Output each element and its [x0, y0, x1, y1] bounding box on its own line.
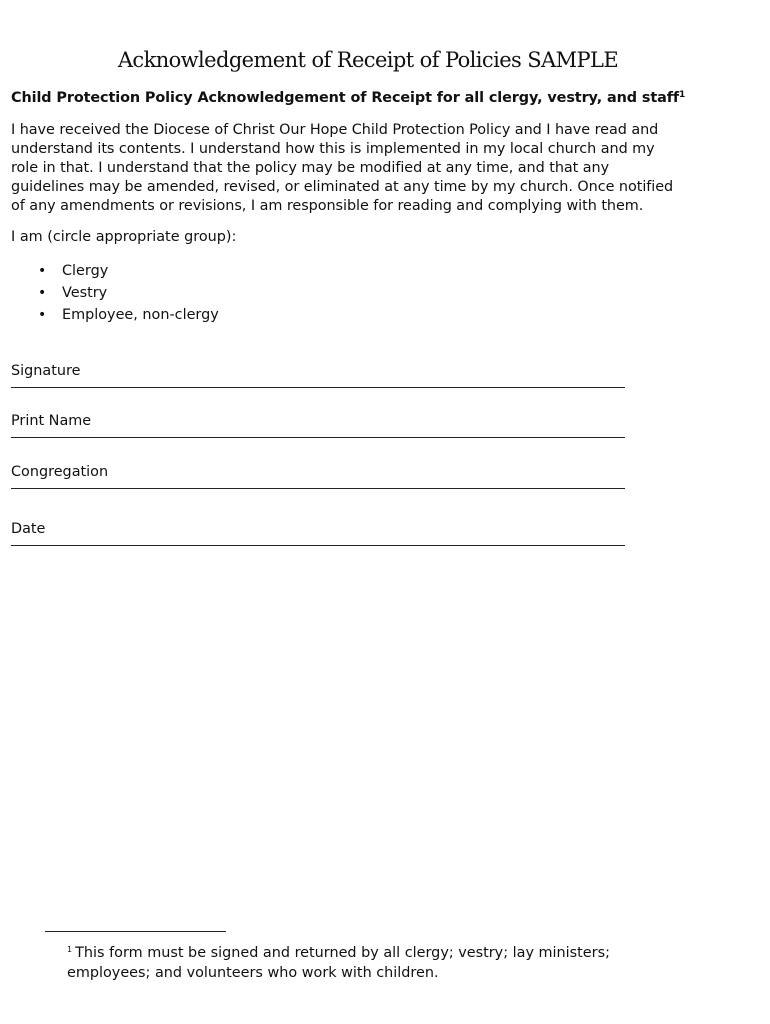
group-instruction: I am (circle appropriate group): — [11, 229, 237, 245]
footnote-reference[interactable]: 1 — [679, 90, 686, 100]
footnote — [67, 940, 707, 983]
paragraph-line: I have received the Diocese of Christ Our Hope Child Protection Policy and I have read and — [11, 122, 659, 138]
congregation-field — [11, 463, 631, 489]
footnote-line — [67, 940, 707, 963]
signature-field — [11, 362, 631, 388]
date-line[interactable] — [11, 545, 625, 546]
paragraph-line: understand its contents. I understand how this is implemented in my local church and my — [11, 141, 655, 157]
group-option-label: Employee, non-clergy — [62, 307, 219, 323]
group-list — [34, 260, 219, 326]
group-option-employee[interactable] — [34, 304, 219, 326]
bullet-icon: • — [38, 307, 47, 323]
print-name-label: Print Name — [11, 413, 92, 429]
signature-label: Signature — [11, 363, 81, 379]
bullet-icon: • — [38, 285, 47, 301]
section-heading — [11, 90, 685, 106]
group-option-clergy[interactable] — [34, 260, 219, 282]
group-option-label: Vestry — [62, 285, 108, 301]
paragraph-line: role in that. I understand that the policy may be modified at any time, and that any — [11, 160, 610, 176]
print-name-line[interactable] — [11, 437, 625, 438]
footnote-divider — [45, 931, 226, 932]
paragraph-line: guidelines may be amended, revised, or eliminated at any time by my church. Once notified — [11, 179, 674, 195]
paragraph-line: of any amendments or revisions, I am responsible for reading and complying with them. — [11, 198, 644, 214]
footnote-marker: 1 — [67, 945, 73, 954]
section-heading-text: Child Protection Policy Acknowledgement of Receipt for all clergy, vestry, and staff — [11, 90, 680, 106]
bullet-icon: • — [38, 263, 47, 279]
print-name-field — [11, 412, 631, 438]
congregation-line[interactable] — [11, 488, 625, 489]
congregation-label: Congregation — [11, 464, 109, 480]
date-field — [11, 520, 631, 546]
page-title: Acknowledgement of Receipt of Policies SAMPLE — [117, 48, 619, 72]
footnote-text: This form must be signed and returned by all clergy; vestry; lay ministers; — [75, 945, 610, 961]
acknowledgement-paragraph — [11, 121, 731, 216]
signature-line[interactable] — [11, 387, 625, 388]
group-option-vestry[interactable] — [34, 282, 219, 304]
footnote-line: employees; and volunteers who work with children. — [67, 965, 439, 981]
group-option-label: Clergy — [62, 263, 109, 279]
date-label: Date — [11, 521, 46, 537]
